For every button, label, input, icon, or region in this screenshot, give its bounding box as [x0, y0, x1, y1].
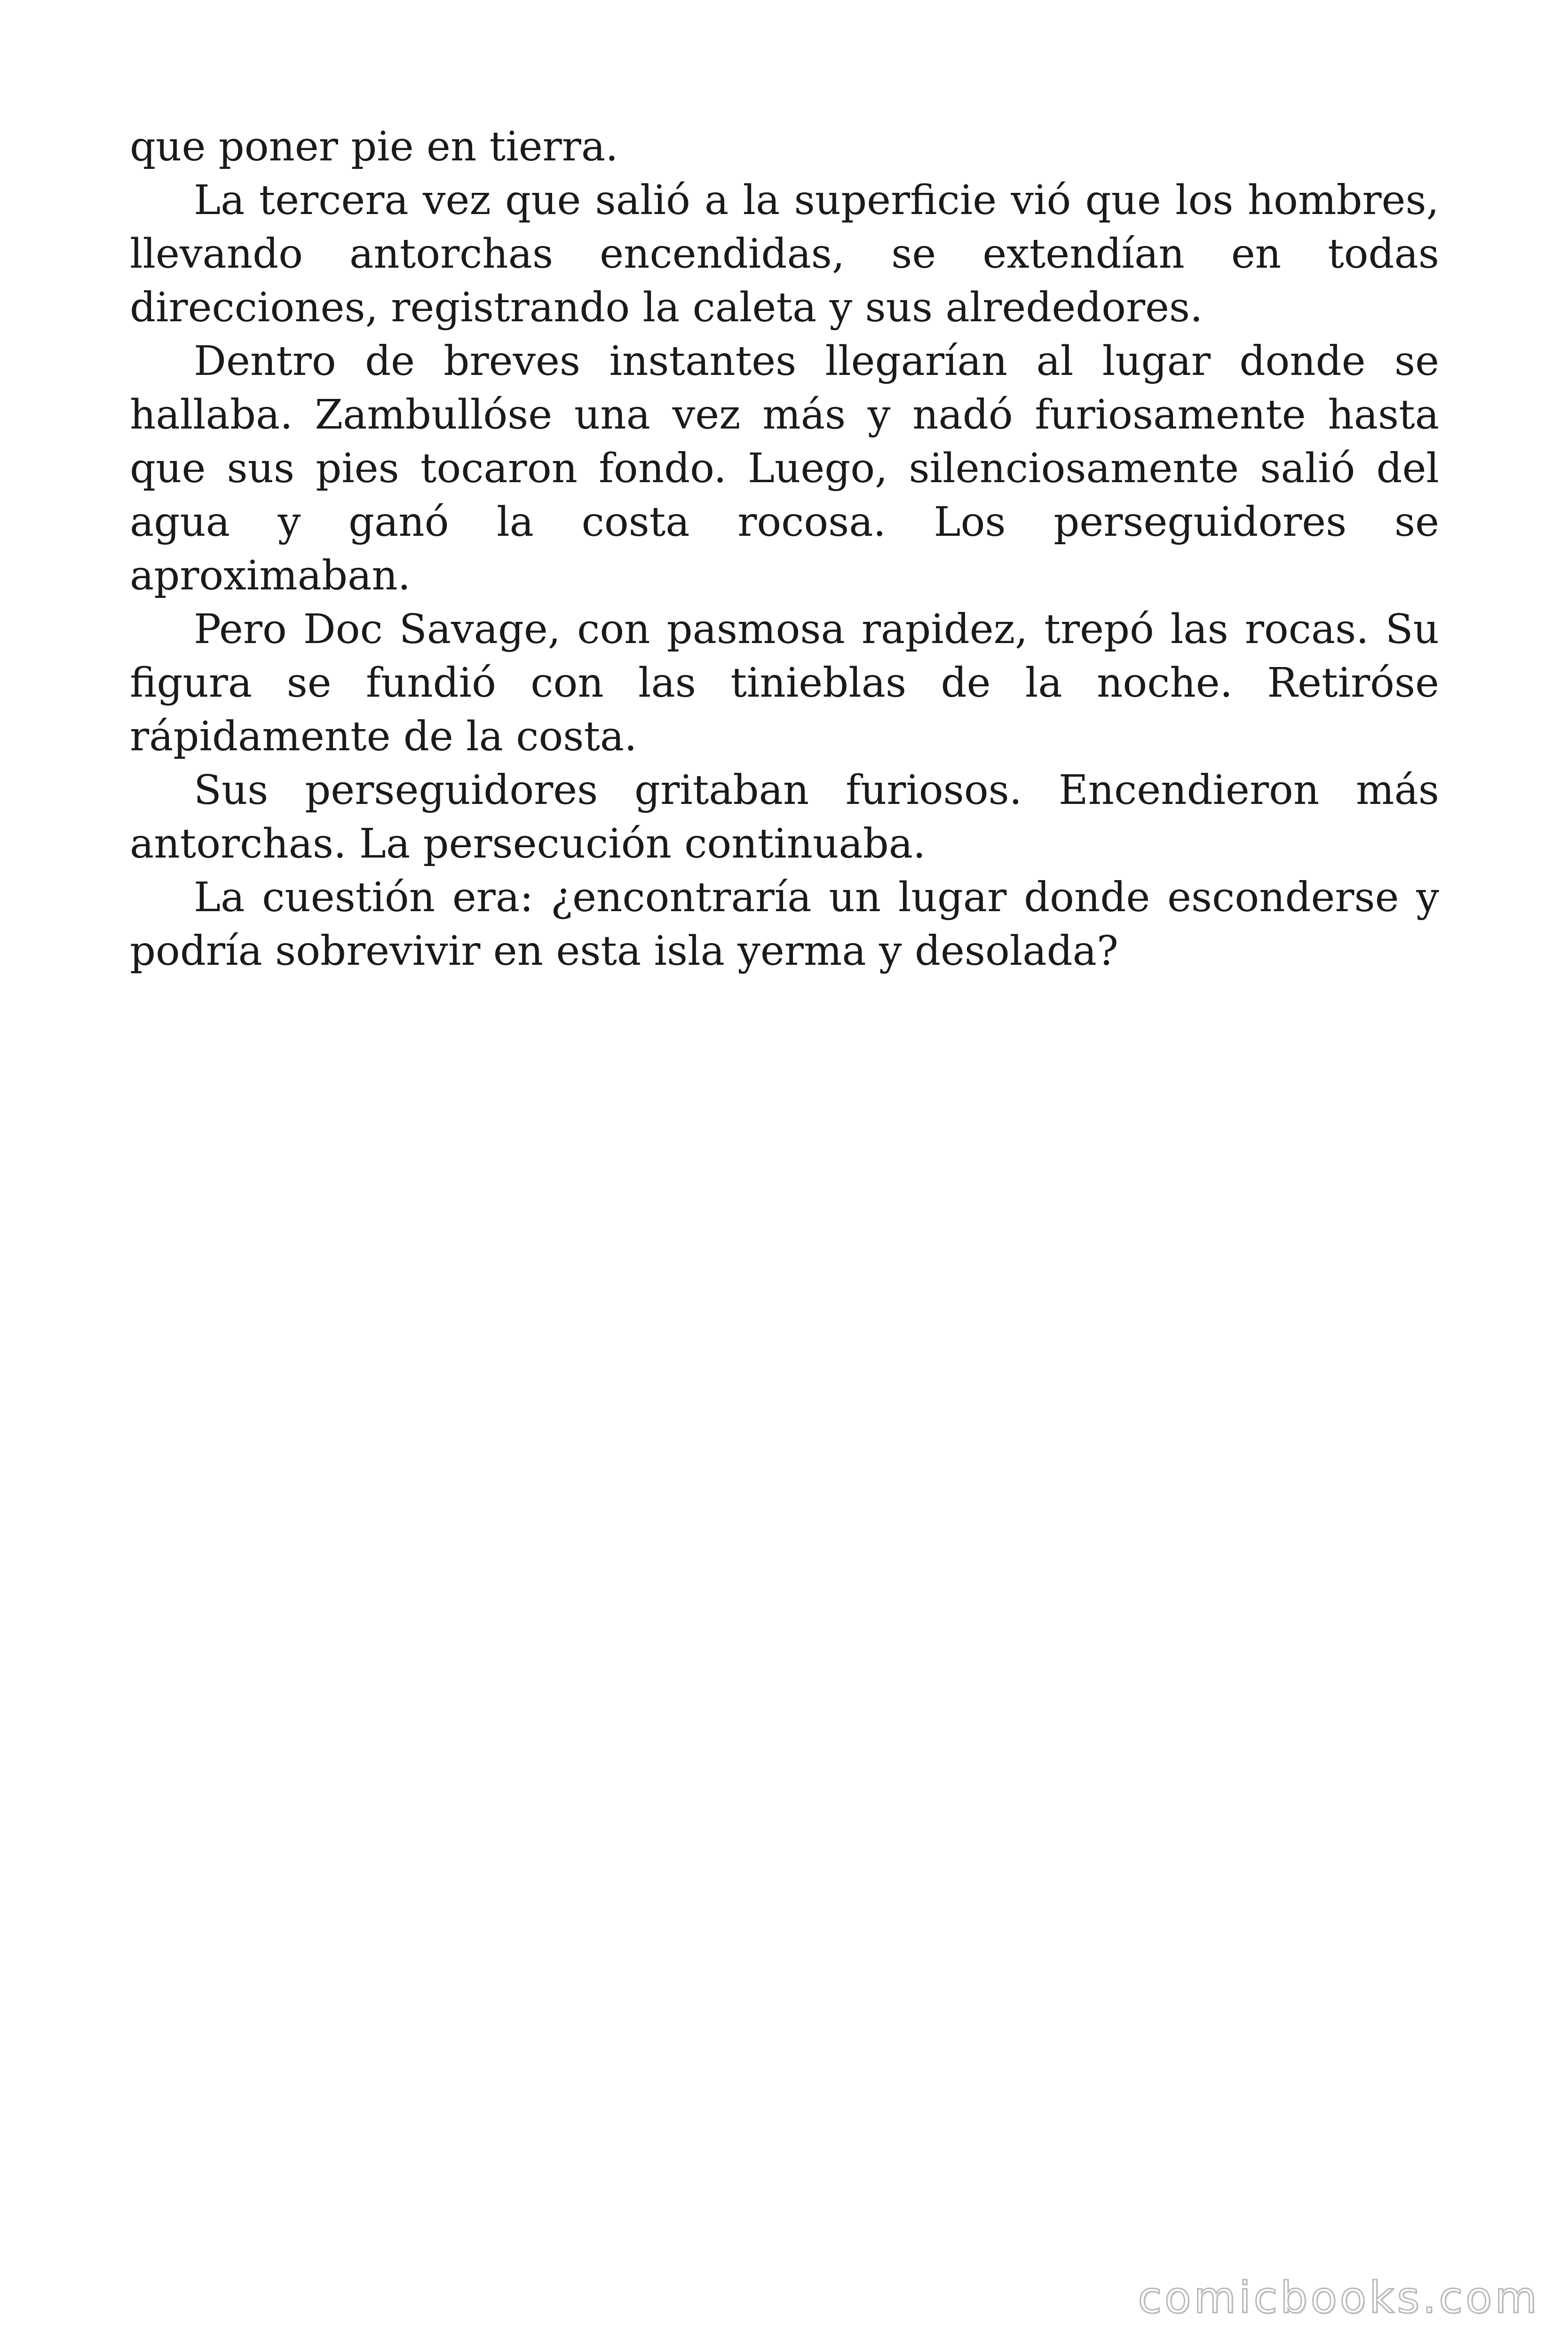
body-text [130, 120, 1439, 978]
paragraph: Pero Doc Savage, con pasmosa rapidez, trepó las rocas. Su figura se fundió con las tinieblas de la noche. Retiróse rápidamente de la costa. [130, 606, 1439, 760]
watermark: comicbooks.com [1138, 2273, 1540, 2323]
paragraph-continuation: que poner pie en tierra. [130, 123, 618, 170]
paragraph: Dentro de breves instantes llegarían al lugar donde se hallaba. Zambullóse una vez más y nadó furiosamente hasta que sus pies tocaron fondo. Luego, silenciosamente salió del agua y ganó la costa rocosa. Los perseguidores se aproximaban. [130, 338, 1439, 599]
paragraph: La tercera vez que salió a la superficie vió que los hombres, llevando antorchas encendidas, se extendían en todas direcciones, registrando la caleta y sus alrededores. [130, 177, 1439, 331]
paragraph: La cuestión era: ¿encontraría un lugar donde esconderse y podría sobrevivir en esta isla yerma y desolada? [130, 874, 1439, 975]
paragraph: Sus perseguidores gritaban furiosos. Encendieron más antorchas. La persecución continuaba. [130, 767, 1439, 867]
